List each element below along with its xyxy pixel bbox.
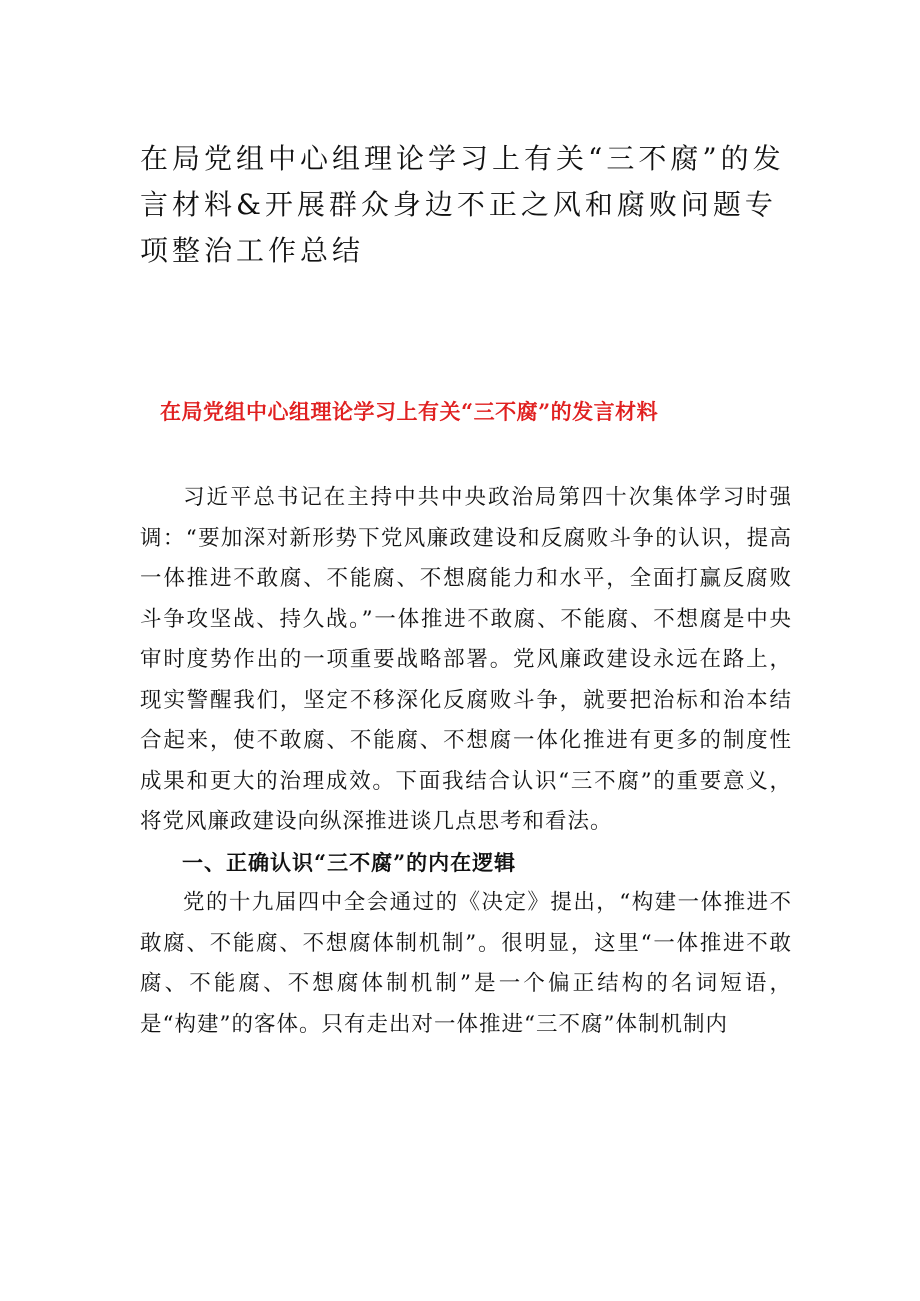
section-heading: 在局党组中心组理论学习上有关“三不腐”的发言材料 <box>160 399 659 424</box>
subheading-inner-logic: 一、正确认识“三不腐”的内在逻辑 <box>182 849 517 875</box>
document-body <box>140 478 792 1045</box>
paragraph-intro: 习近平总书记在主持中共中央政治局第四十次集体学习时强调：“要加深对新形势下党风廉政建设和反腐败斗争的认识，提高一体推进不敢腐、不能腐、不想腐能力和水平，全面打赢反腐败斗争攻坚战、持久战。”一体推进不敢腐、不能腐、不想腐是中央审时度势作出的一项重要战略部署。党风廉政建设永远在路上，现实警醒我们，坚定不移深化反腐败斗争，就要把治标和治本结合起来，使不敢腐、不能腐、不想腐一体化推进有更多的制度性成果和更大的治理成效。下面我结合认识“三不腐”的重要意义，将党风廉政建设向纵深推进谈几点思考和看法。 <box>140 485 792 834</box>
document-title: 在局党组中心组理论学习上有关“三不腐”的发言材料&开展群众身边不正之风和腐败问题专项整治工作总结 <box>140 142 785 267</box>
paragraph-decision: 党的十九届四中全会通过的《决定》提出，“构建一体推进不敢腐、不能腐、不想腐体制机制”。很明显，这里“一体推进不敢腐、不能腐、不想腐体制机制”是一个偏正结构的名词短语，是“构建”的客体。只有走出对一体推进“三不腐”体制机制内 <box>140 890 792 1037</box>
